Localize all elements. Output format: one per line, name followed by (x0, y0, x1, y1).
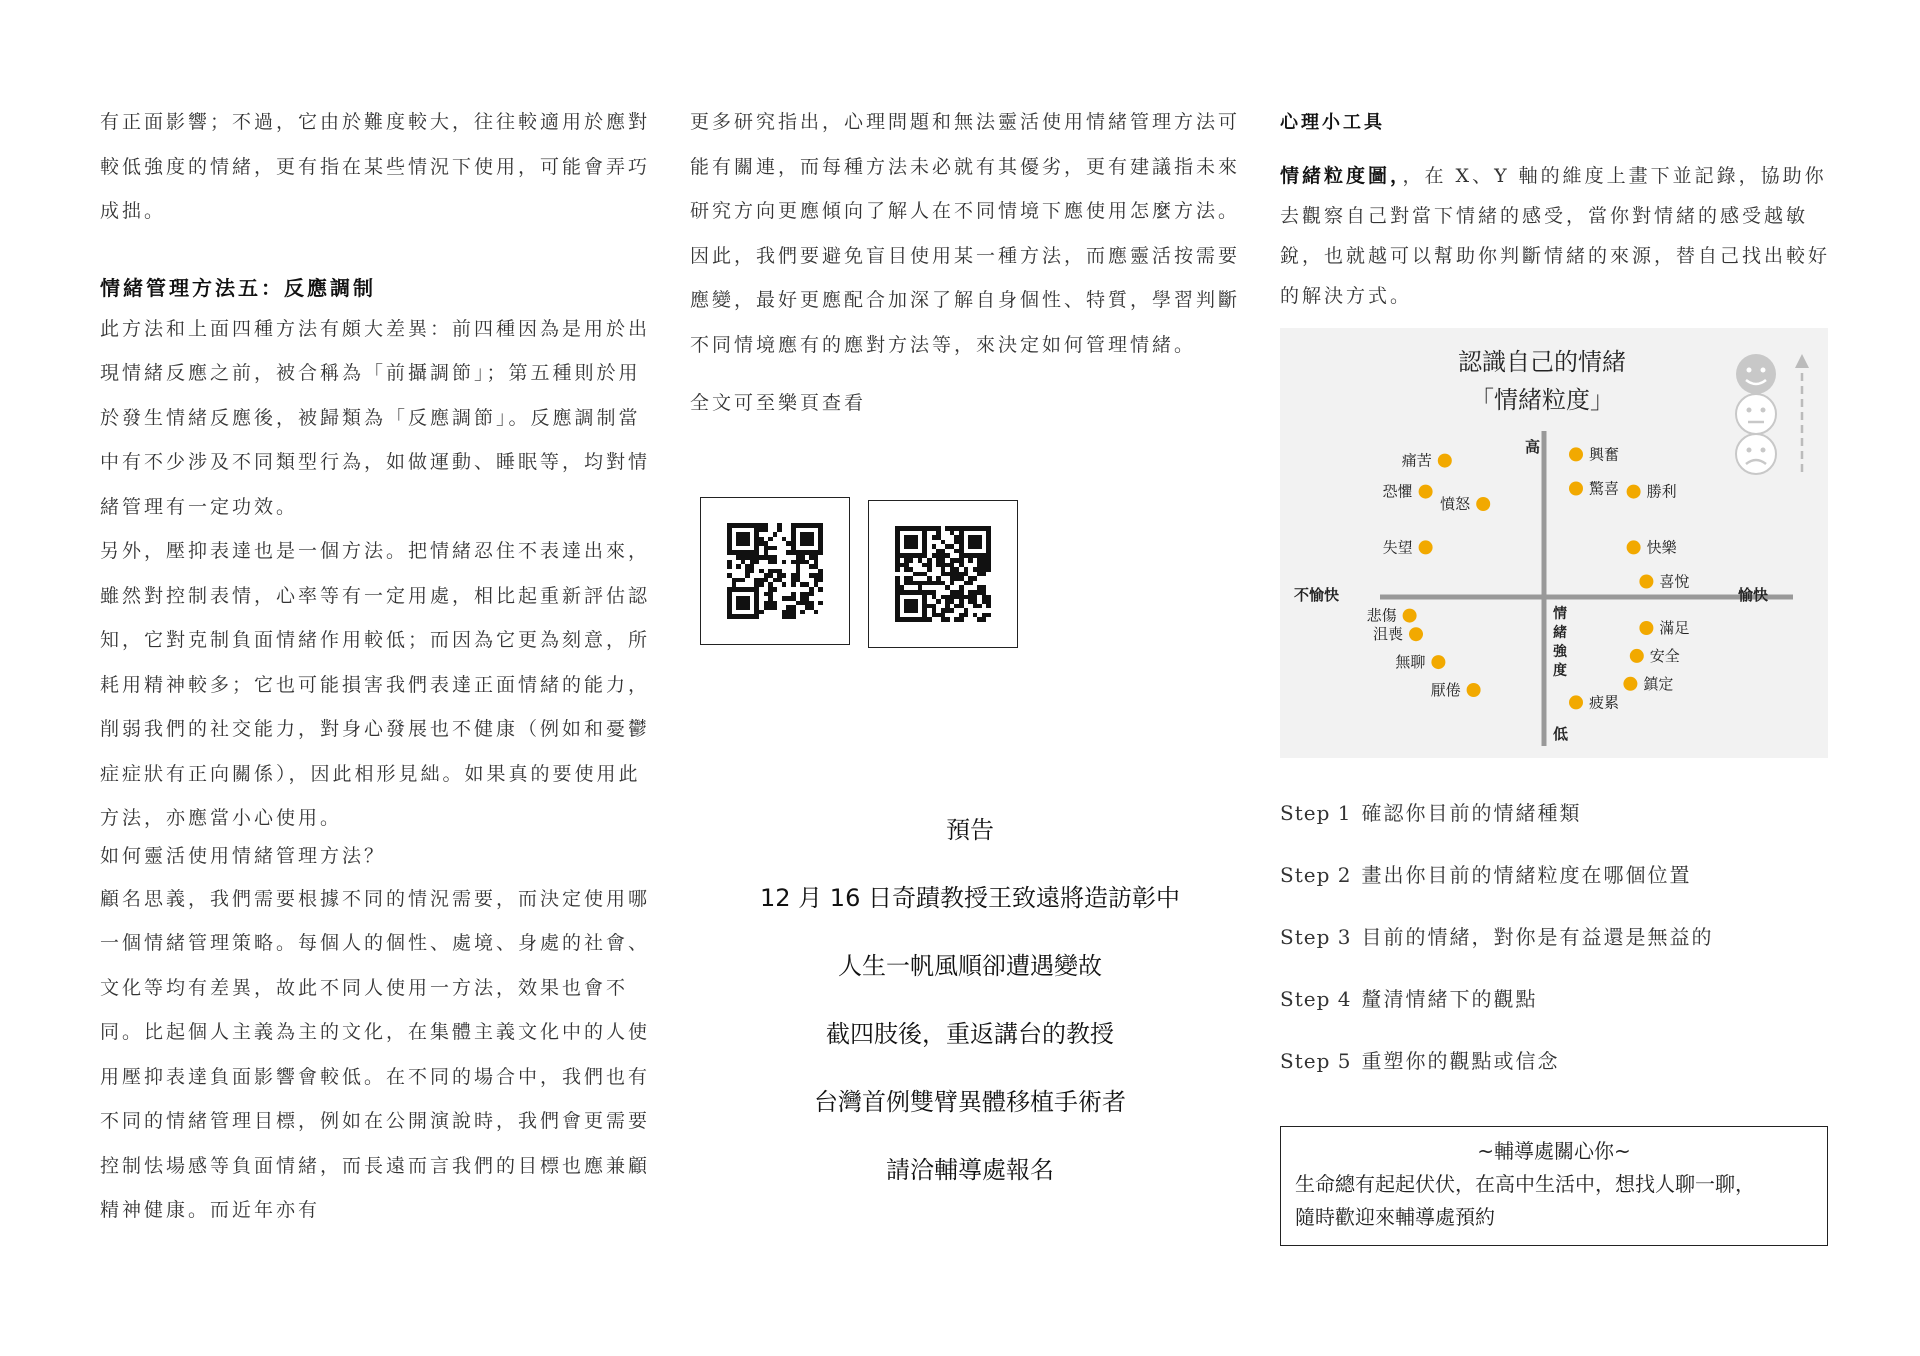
qr-code-icon (727, 523, 823, 619)
counseling-line: 生命總有起起伏伏，在高中生活中，想找人聊一聊， (1295, 1172, 1755, 1196)
column-3 (1280, 108, 1840, 316)
emotion-point (1438, 454, 1452, 468)
promo-line: 截四肢後，重返講台的教授 (826, 1020, 1114, 1048)
emotion-point (1627, 485, 1641, 499)
column-1 (100, 100, 660, 1233)
emotion-point (1630, 649, 1644, 663)
promo-line: 人生一帆風順卻遭遇變故 (838, 952, 1102, 980)
step-label: Step 5 (1280, 1049, 1352, 1073)
emotion-point (1569, 482, 1583, 496)
counseling-title: ~輔導處關心你~ (1477, 1139, 1631, 1163)
emotion-point (1623, 677, 1637, 691)
tool-name: 情緒粒度圖， (1280, 165, 1403, 187)
chart-title: 認識自己的情緒 (1458, 348, 1626, 376)
step-text: 釐清情緒下的觀點 (1361, 987, 1538, 1011)
tool-description (1280, 156, 1840, 316)
step-text: 畫出你目前的情緒粒度在哪個位置 (1361, 863, 1692, 887)
step-item (1280, 1045, 1559, 1074)
emotion-label: 喜悅 (1659, 572, 1690, 591)
emotion-label: 悲傷 (1366, 606, 1397, 625)
y-axis-name-char: 強 (1553, 644, 1567, 660)
emotion-label: 沮喪 (1372, 625, 1403, 644)
y-axis-name (1552, 605, 1568, 679)
column-2 (690, 100, 1250, 426)
article-paragraph: 另外，壓抑表達也是一個方法。把情緒忍住不表達出來，雖然對控制表情，心率等有一定用處，相比起重新評估認知，它對克制負面情緒作用較低；而因為它更為刻意，所耗用精神較多；它也可能損害我們表達正面情緒的能力，削弱我們的社交能力，對身心發展也不健康（例如和憂鬱症症狀有正向關係），因此相形見絀。如果真的要使用此方法，亦應當小心使用。 (100, 540, 651, 829)
counseling-line: 隨時歡迎來輔導處預約 (1295, 1205, 1495, 1229)
step-text: 目前的情緒，對你是有益還是無益的 (1361, 925, 1714, 949)
y-axis-low-label: 低 (1553, 725, 1569, 743)
emotion-point (1403, 609, 1417, 623)
y-axis-name-char: 度 (1553, 663, 1567, 679)
emotion-point (1627, 540, 1641, 554)
promo-title: 預告 (946, 816, 994, 844)
qr-code-icon (895, 526, 991, 622)
emotion-label: 滿足 (1659, 619, 1690, 637)
step-text: 確認你目前的情緒種類 (1361, 801, 1582, 825)
tool-title: 心理小工具 (1280, 112, 1385, 133)
y-axis-high-label: 高 (1525, 438, 1541, 456)
article-paragraph: 有正面影響；不過，它由於難度較大，往往較適用於應對較低強度的情緒，更有指在某些情況下使用，可能會弄巧成拙。 (100, 111, 651, 222)
intensity-faces-icon (1736, 354, 1809, 474)
step-label: Step 4 (1280, 987, 1352, 1011)
emotion-label: 失望 (1382, 538, 1413, 557)
emotion-granularity-chart (1280, 328, 1828, 758)
emotion-point (1419, 485, 1433, 499)
emotion-label: 驚喜 (1589, 479, 1620, 498)
x-axis-right-label: 愉快 (1738, 586, 1769, 604)
step-label: Step 1 (1280, 801, 1352, 825)
emotion-point (1431, 655, 1445, 669)
emotion-label: 疲累 (1589, 693, 1620, 712)
emotion-label: 無聊 (1395, 653, 1426, 672)
qr-code-2[interactable] (868, 500, 1018, 648)
emotion-label: 興奮 (1589, 445, 1620, 464)
step-item (1280, 859, 1691, 888)
chart-points (1367, 445, 1690, 711)
emotion-label: 憤怒 (1440, 495, 1471, 513)
article-paragraph: 顧名思義，我們需要根據不同的情況需要，而決定使用哪一個情緒管理策略。每個人的個性、處境、身處的社會、文化等均有差異，故此不同人使用一方法，效果也會不同。比起個人主義為主的文化，在集體主義文化中的人使用壓抑表達負面影響會較低。在不同的場合中，我們也有不同的情緒管理目標，例如在公開演說時，我們會更需要控制怯場感等負面情緒，而長遠而言我們的目標也應兼顧精神健康。而近年亦有 (100, 887, 651, 1221)
step-item (1280, 983, 1537, 1012)
step-text: 重塑你的觀點或信念 (1361, 1049, 1560, 1073)
section-heading-2: 如何靈活使用情緒管理方法？ (100, 844, 387, 867)
emotion-point (1419, 540, 1433, 554)
emotion-label: 恐懼 (1382, 482, 1413, 501)
step-item (1280, 797, 1581, 826)
step-label: Step 2 (1280, 863, 1352, 887)
chart-subtitle: 「情緒粒度」 (1470, 386, 1614, 414)
x-axis-left-label: 不愉快 (1294, 586, 1340, 604)
promo-line: 12 月 16 日奇蹟教授王致遠將造訪彰中 (760, 884, 1180, 912)
chart-svg (1280, 328, 1828, 758)
emotion-label: 快樂 (1646, 538, 1677, 557)
y-axis-name-char: 情 (1553, 606, 1567, 622)
emotion-point (1409, 627, 1423, 641)
step-item (1280, 921, 1713, 950)
emotion-point (1467, 683, 1481, 697)
emotion-point (1569, 447, 1583, 461)
emotion-label: 厭倦 (1430, 681, 1461, 699)
emotion-label: 痛苦 (1401, 451, 1432, 470)
step-label: Step 3 (1280, 925, 1352, 949)
y-axis-name-char: 緒 (1553, 625, 1567, 641)
emotion-label: 勝利 (1646, 482, 1677, 501)
emotion-point (1569, 695, 1583, 709)
promo-line: 台灣首例雙臂異體移植手術者 (814, 1088, 1126, 1116)
emotion-point (1639, 621, 1653, 635)
article-paragraph: 此方法和上面四種方法有頗大差異：前四種因為是用於出現情緒反應之前，被合稱為「前攝調節」；第五種則於用於發生情緒反應後，被歸類為「反應調節」。反應調制當中有不少涉及不同類型行為，如做運動、睡眠等，均對情緒管理有一定功效。 (100, 317, 651, 518)
article-paragraph: 更多研究指出，心理問題和無法靈活使用情緒管理方法可能有關連，而每種方法未必就有其優劣，更有建議指未來研究方向更應傾向了解人在不同情境下應使用怎麼方法。因此，我們要避免盲目使用某一種方法，而應靈活按需要應變，最好更應配合加深了解自身個性、特質，學習判斷不同情境應有的應對方法等，來決定如何管理情緒。 (690, 111, 1241, 356)
emotion-label: 安全 (1649, 646, 1680, 665)
tool-desc-text: ，在 X、Y 軸的維度上畫下並記錄，協助你去觀察自己對當下情緒的感受，當你對情緒的感受越敏銳，也就越可以幫助你判斷情緒的來源，替自己找出較好的解決方式。 (1280, 165, 1831, 307)
qr-code-1[interactable] (700, 497, 850, 645)
section-heading: 情緒管理方法五：反應調制 (100, 275, 376, 300)
emotion-point (1639, 575, 1653, 589)
emotion-label: 鎮定 (1643, 674, 1674, 693)
promo-line: 請洽輔導處報名 (886, 1156, 1054, 1184)
source-note: 全文可至樂頁查看 (690, 392, 867, 414)
emotion-point (1476, 497, 1490, 511)
counseling-notice-box (1280, 1126, 1828, 1246)
